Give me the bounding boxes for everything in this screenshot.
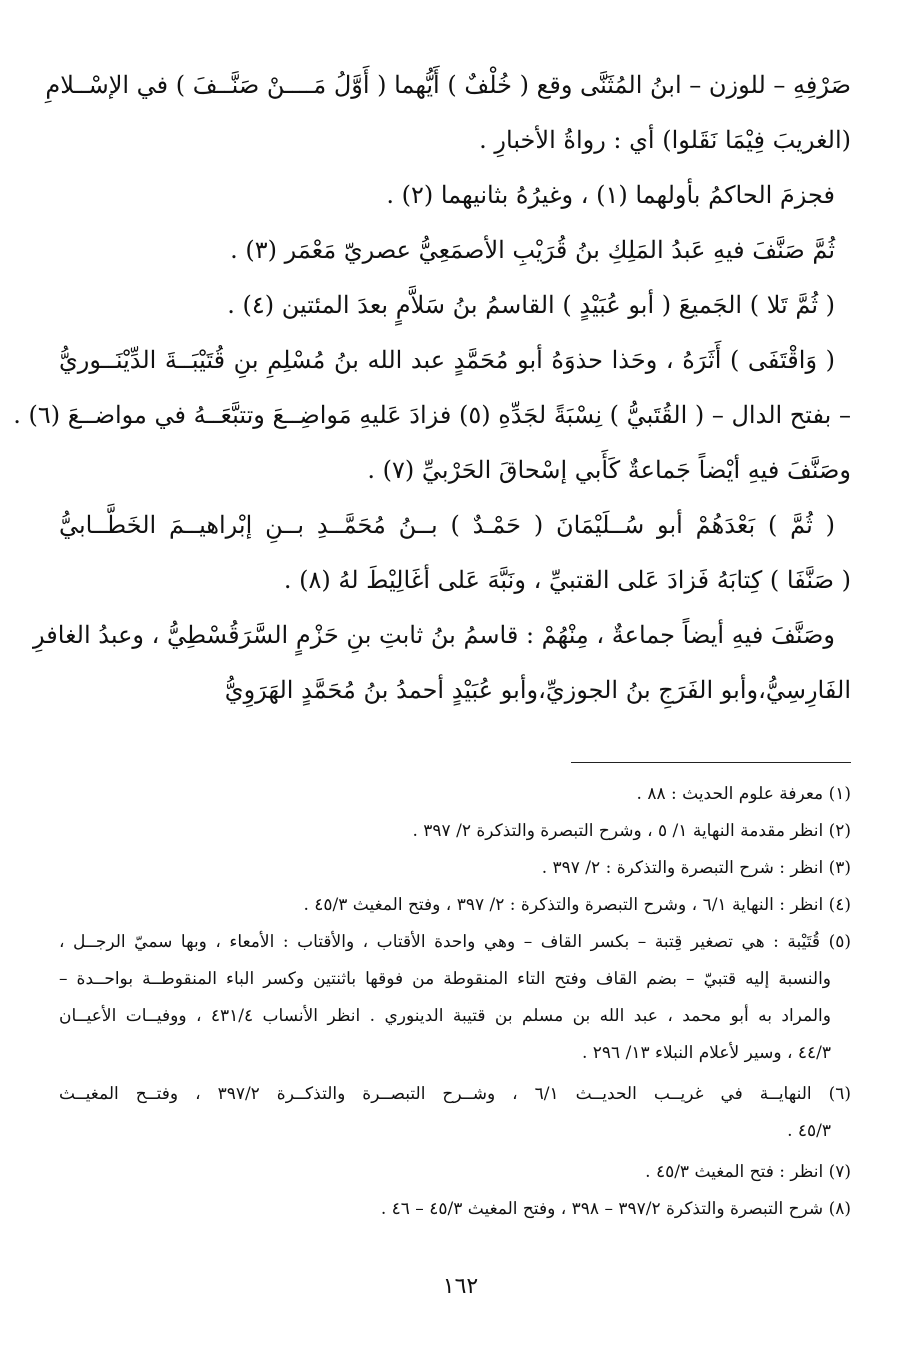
page-number: ١٦٢	[442, 1274, 479, 1299]
footnote-8: (٨) شرح التبصرة والتذكرة ٣٩٧/٢ – ٣٩٨ ، وفتح المغيث ٤٥/٣ – ٤٦ .	[380, 1199, 851, 1219]
main-text-line: ( وَاقْتَفَى ) أَثَرَهُ ، وحَذا حذوَهُ أبو مُحَمَّدٍ عبد الله بنُ مُسْلِمِ بنِ قُتَيْبَــةَ الدِّيْنَــوريُّ	[59, 346, 835, 374]
main-text-line: ( ثُمَّ ) بَعْدَهُمْ أبو سُــلَيْمَانَ ( حَمْـدٌ ) بــنُ مُحَمَّــدِ بــنِ إبْراهيــمَ الخَطَّــابيُّ	[59, 511, 835, 539]
footnote-5-continuation: والمراد به أبو محمد ، عبد الله بن مسلم بن قتيبة الدينوري . انظر الأنساب ٤٣١/٤ ، ووفيــات الأعيــان	[59, 1006, 831, 1026]
footnote-6: (٦) النهايــة في غريــب الحديــث ٦/١ ، وشــرح التبصــرة والتذكــرة ٣٩٧/٢ ، وفتــح المغيــث	[59, 1084, 851, 1104]
footnote-separator	[571, 762, 851, 763]
main-text-line: فجزمَ الحاكمُ بأولهما (١) ، وغيرُهُ بثانيهما (٢) .	[386, 181, 835, 209]
footnote-1: (١) معرفة علوم الحديث : ٨٨ .	[636, 784, 851, 804]
main-text-line: ( ثُمَّ تَلا ) الجَميعَ ( أبو عُبَيْدٍ ) القاسمُ بنُ سَلاَّمٍ بعدَ المئتين (٤) .	[227, 291, 835, 319]
main-text	[13, 58, 851, 718]
main-text-line: وصَنَّفَ فيهِ أيْضاً جَماعةٌ كَأَبي إسْحاقَ الحَرْبيِّ (٧) .	[367, 456, 851, 484]
footnote-4: (٤) انظر : النهاية ٦/١ ، وشرح التبصرة والتذكرة : ٢/ ٣٩٧ ، وفتح المغيث ٤٥/٣ .	[303, 895, 851, 915]
main-text-line: – بفتح الدال – ( القُتَبيُّ ) نِسْبَةً لجَدِّهِ (٥) فزادَ عَليهِ مَواضِــعَ وتتبَّعَــهُ في مواضــعَ (٦) .	[13, 401, 851, 429]
footnote-5-continuation: والنسبة إليه قتبيّ – بضم القاف وفتح التاء المنقوطة من فوقها باثنتين وكسر الباء المنقوطــة بواحــدة –	[59, 969, 831, 989]
main-text-line: وصَنَّفَ فيهِ أيضاً جماعةٌ ، مِنْهُمْ : قاسمُ بنُ ثابتِ بنِ حَزْمٍ السَّرَقُسْطِيُّ ، وعبدُ الغافرِ	[33, 621, 835, 649]
main-text-line: (الغريبَ فِيْمَا نَقَلوا) أي : رواةُ الأخبارِ .	[479, 126, 851, 154]
footnote-5: (٥) قُتَيْبة : هي تصغير قِتبة – بكسر القاف – وهي واحدة الأقتاب ، والأقتاب : الأمعاء ، وبها سميّ الرجــل ،	[59, 932, 851, 952]
footnote-6-continuation: ٤٥/٣ .	[787, 1121, 831, 1141]
main-text-line: ( صَنَّفَا ) كِتابَهُ فَزادَ عَلى القتبيِّ ، ونَبَّهَ عَلى أغَالِيْطَ لهُ (٨) .	[283, 566, 851, 594]
main-text-line: ثُمَّ صَنَّفَ فيهِ عَبدُ المَلِكِ بنُ قُرَيْبِ الأصمَعِيُّ عصريّ مَعْمَر (٣) .	[230, 236, 835, 264]
footnote-7: (٧) انظر : فتح المغيث ٤٥/٣ .	[645, 1162, 851, 1182]
footnote-2: (٢) انظر مقدمة النهاية ١/ ٥ ، وشرح التبصرة والتذكرة ٢/ ٣٩٧ .	[412, 821, 851, 841]
footnote-3: (٣) انظر : شرح التبصرة والتذكرة : ٢/ ٣٩٧ .	[541, 858, 851, 878]
footnotes	[59, 776, 851, 1228]
main-text-line: الفَارِسِيُّ،وأبو الفَرَجِ بنُ الجوزيِّ،وأبو عُبَيْدٍ أحمدُ بنُ مُحَمَّدٍ الهَرَوِيُّ	[224, 676, 851, 704]
footnote-5-continuation: ٤٤/٣ ، وسير لأعلام النبلاء ١٣/ ٢٩٦ .	[581, 1043, 831, 1063]
main-text-line: صَرْفِهِ – للوزن – ابنُ المُثَنَّى وقع ( خُلْفٌ ) أَيُّهما ( أَوَّلُ مَــــنْ صَنَّــفَ ) في الإسْــلامِ	[45, 71, 851, 99]
